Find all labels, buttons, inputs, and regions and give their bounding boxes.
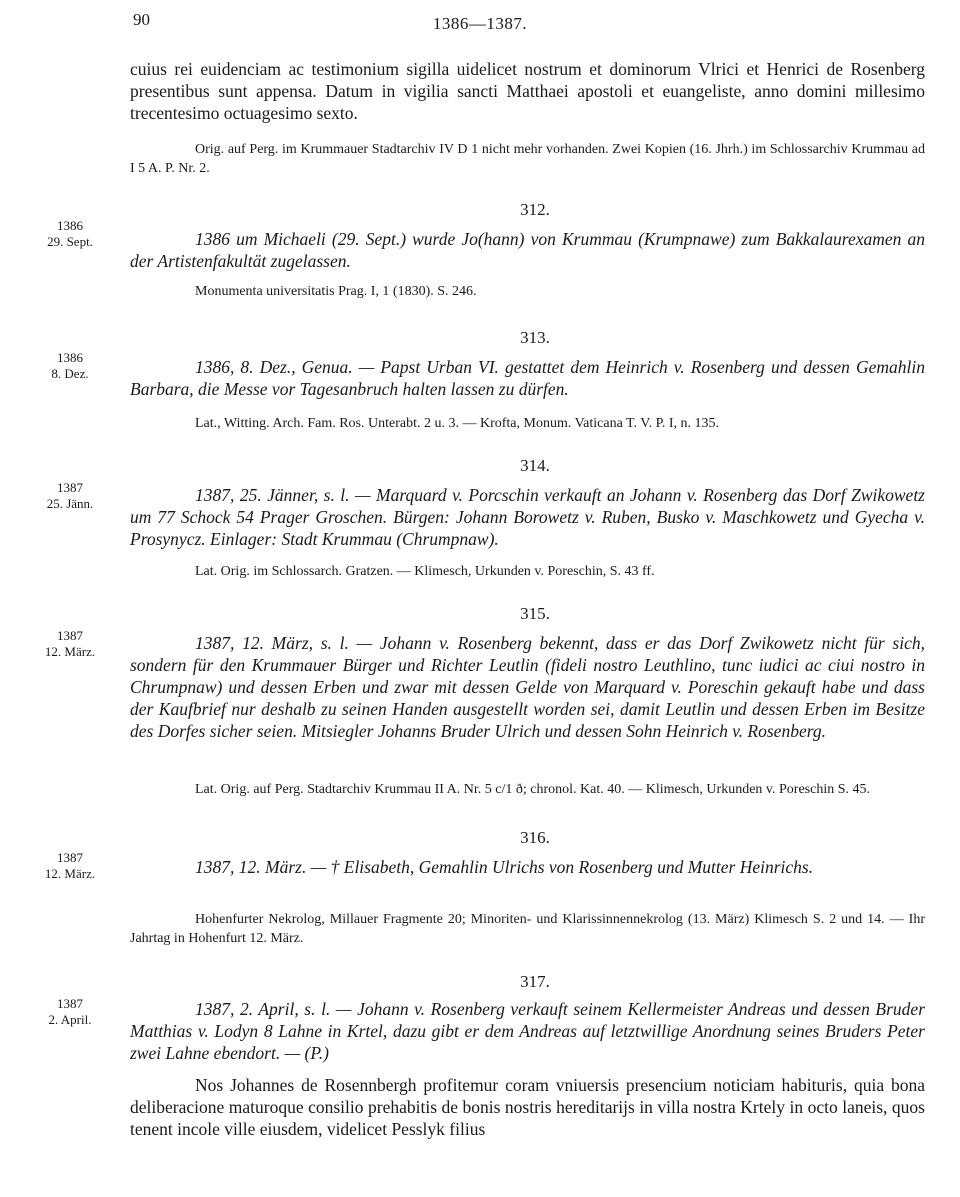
entry-number: 312. [520, 200, 550, 219]
regest: 1386 um Michaeli (29. Sept.) wurde Jo(hann) von Krummau (Krumpnawe) zum Bakkalaurexamen an der Artistenfakultät zugelassen. [130, 229, 925, 271]
regest: 1387, 12. März. — † Elisabeth, Gemahlin Ulrichs von Rosenberg und Mutter Heinrichs. [195, 857, 814, 877]
regest: 1387, 2. April, s. l. — Johann v. Rosenberg verkauft seinem Kellermeister Andreas und dessen Bruder Matthias v. Lodyn 8 Lahne in Krtel, dazu gibt er dem Andreas auf letztwillige Anordnung seines Bruders Peter zwei Lahne ebendort. — (P.) [130, 999, 925, 1063]
page-number: 90 [133, 10, 150, 29]
margin-date: 1386 8. Dez. [51, 350, 89, 381]
entry-number: 313. [520, 328, 550, 347]
margin-date: 1387 12. März. [44, 850, 96, 881]
charter-text: Nos Johannes de Rosennbergh profitemur coram vniuersis presencium noticiam habituris, quia bona deliberacione maturoque consilio prehabitis de bonis nostris hereditarijs in villa nostra Krtely in octo laneis, quos tenent incole ville eiusdem, videlicet Pesslyk filius [130, 1075, 925, 1139]
margin-date: 1386 29. Sept. [47, 218, 93, 249]
source-note: Hohenfurter Nekrolog, Millauer Fragmente 20; Minoriten- und Klarissinnennekrolog (13. März) Klimesch S. 2 und 14. — Ihr Jahrtag in Hohenfurt 12. März. [130, 912, 925, 946]
margin-date: 1387 25. Jänn. [46, 480, 94, 511]
source-note: Lat., Witting. Arch. Fam. Ros. Unterabt. 2 u. 3. — Krofta, Monum. Vaticana T. V. P. I, n. 135. [195, 416, 720, 431]
regest: 1386, 8. Dez., Genua. — Papst Urban VI. gestattet dem Heinrich v. Rosenberg und dessen Gemahlin Barbara, die Messe vor Tagesanbruch halten lassen zu dürfen. [130, 357, 925, 399]
regest: 1387, 12. März, s. l. — Johann v. Rosenberg bekennt, dass er das Dorf Zwikowetz nicht für sich, sondern für den Krummauer Bürger und Richter Leutlin (fideli nostro Leuthlino, tunc iudici ac ciui nostro in Chrumpnaw) und dessen Erben und zwar mit dessen Gelde von Marquard v. Poreschin gekauft habe und dass der Kaufbrief nur deshalb zu seinen Handen ausgestellt worden sei, damit Leutlin und dessen Erben im Besitze des Dorfes sicher seien. Mitsiegler Johanns Bruder Ulrich und dessen Sohn Heinrich v. Rosenberg. [130, 633, 925, 741]
running-head: 1386—1387. [432, 14, 528, 33]
intro-text: cuius rei euidenciam ac testimonium sigilla uidelicet nostrum et dominorum Vlrici et Henrici de Rosenberg presentibus sunt appensa. Datum in vigilia sancti Matthaei apostoli et euangeliste, anno domini millesimo trecentesimo octuagesimo sexto. [130, 59, 925, 123]
entry-number: 317. [520, 972, 550, 991]
source-note: Lat. Orig. auf Perg. Stadtarchiv Krummau II A. Nr. 5 c/1 ð; chronol. Kat. 40. — Klimesch, Urkunden v. Poreschin S. 45. [195, 782, 870, 797]
margin-date: 1387 2. April. [48, 996, 92, 1027]
entry-number: 316. [520, 828, 550, 847]
source-note: Monumenta universitatis Prag. I, 1 (1830). S. 246. [195, 284, 477, 299]
entry-number: 314. [520, 456, 550, 475]
intro-source: Orig. auf Perg. im Krummauer Stadtarchiv IV D 1 nicht mehr vorhanden. Zwei Kopien (16. Jhrh.) im Schlossarchiv Krummau ad I 5 A. P. Nr. 2. [130, 142, 925, 176]
source-note: Lat. Orig. im Schlossarch. Gratzen. — Klimesch, Urkunden v. Poreschin, S. 43 ff. [195, 564, 655, 579]
entry-number: 315. [520, 604, 550, 623]
regest: 1387, 25. Jänner, s. l. — Marquard v. Porcschin verkauft an Johann v. Rosenberg das Dorf Zwikowetz um 77 Schock 54 Prager Groschen. Bürgen: Johann Borowetz v. Ruben, Busko v. Maschkowetz und Gyecha v. Prosynycz. Einlager: Stadt Krummau (Chrumpnaw). [130, 485, 925, 549]
margin-date: 1387 12. März. [44, 628, 96, 659]
